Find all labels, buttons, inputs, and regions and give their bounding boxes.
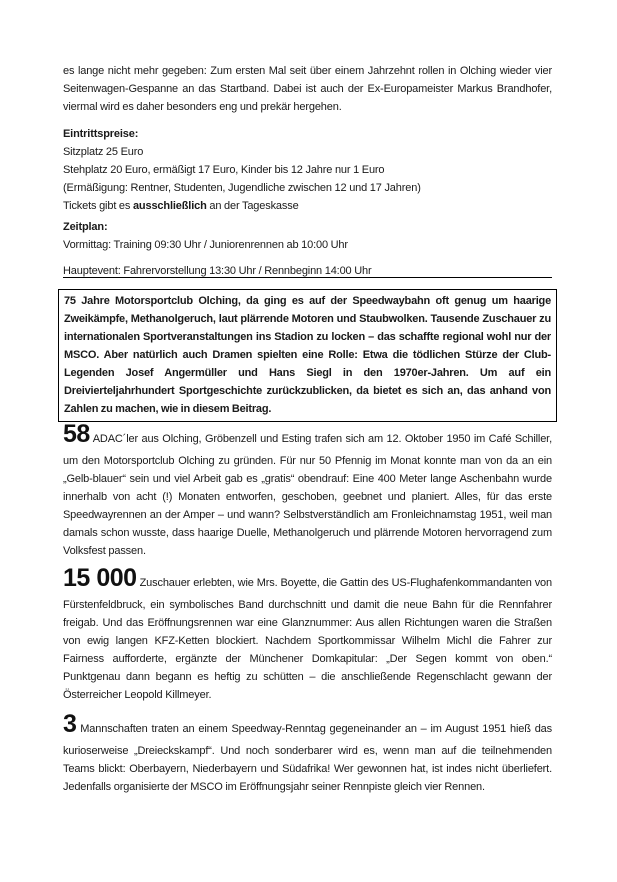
horizontal-rule [63, 277, 552, 278]
fact-first-line [63, 421, 552, 452]
fact-number: 15 000 [63, 564, 137, 592]
tickets-prefix: Tickets gibt es [63, 200, 133, 212]
fact-number: 58 [63, 420, 90, 448]
price-item: Sitzplatz 25 Euro [63, 146, 144, 158]
spacer [63, 254, 552, 262]
fact-body: kurioserweise „Dreieckskampf“. Und noch sonderbarer wird es, wenn man auf die teilnehmenden Teams blickt: Oberbayern, Niederbayern und Südafrika! Wer gewonnen hat, ist indes nicht überliefert. Jedenfalls organisierte der MSCO im Eröffnungsjahr seiner Rennpiste gleich vier Rennen. [63, 745, 552, 793]
schedule-heading: Zeitplan: [63, 221, 108, 233]
fact-first-text: ADAC´ler aus Olching, Gröbenzell und Esting trafen sich am 12. Oktober 1950 im Café Schiller, [92, 433, 552, 445]
intro-paragraph [63, 62, 552, 116]
intro-line: viermal wird es daher besonders eng und prekär hergehen. [63, 101, 342, 113]
prices-section [63, 125, 552, 215]
teaser-box [58, 289, 557, 422]
fact-paragraph [63, 711, 552, 796]
fact-first-text: Zuschauer erlebten, wie Mrs. Boyette, die Gattin des US-Flughafenkommandanten von [139, 577, 552, 589]
fact-first-text: Mannschaften traten an einem Speedway-Renntag gegeneinander an – im August 1951 hieß das [80, 723, 552, 735]
schedule-section [63, 218, 552, 280]
fact-number: 3 [63, 710, 77, 738]
tickets-emphasis: ausschließlich [132, 200, 207, 212]
schedule-morning: Vormittag: Training 09:30 Uhr / Juniorenrennen ab 10:00 Uhr [63, 239, 348, 251]
fact-body: um den Motorsportclub Olching zu gründen. Für nur 50 Pfennig im Monat konnte man von da an ein „Gelb-blauer“ sein und viel Arbeit gab es „gratis“ obendrauf: Eine 400 Meter lange Aschenbahn wurde innerhalb von acht (!) Monaten entworfen, geschoben, geebnet und planiert. Alles, für das erste Speedwayrennen an der Amper – und wann? Selbstverständlich am Fronleichnamstag 1951, weil man damals schon wusste, dass haarige Duelle, Methanolgeruch und plärrende Motoren hervorragend zum Volksfest passen. [63, 455, 552, 557]
teaser-text: 75 Jahre Motorsportclub Olching, da ging es auf der Speedwaybahn oft genug um haarige Zweikämpfe, Methanolgeruch, laut plärrende Motoren und Staubwolken. Tausende Zuschauer zu internationalen Sportveranstaltungen ins Stadion zu locken – das schaffte regional wohl nur der MSCO. Aber natürlich auch Dramen spielten eine Rolle: Etwa die tödlichen Stürze der Club-Legenden Josef Angermüller und Hans Siegl in den 1970er-Jahren. Um auf ein Dreivierteljahrhundert Sportgeschichte zurückzublicken, da bietet es sich an, das anhand von Zahlen zu machen, wie in diesem Beitrag. [64, 295, 551, 415]
intro-line: es lange nicht mehr gegeben: Zum ersten Mal seit über einem Jahrzehnt rollen in Olching wieder vier [63, 65, 552, 77]
fact-body: Fürstenfeldbruck, ein symbolisches Band durchschnitt und damit die neue Bahn für die Rennfahrer freigab. Und das Eröffnungsrennen war eine Glanznummer: Aus allen Richtungen waren die Straßen von ewig langen KFZ-Ketten blockiert. Nachdem Sportkommissar Wilhelm Michl die Fahrer zur Fairness aufforderte, ergänzte der Münchener Domkapitular: „Der Segen kommt von oben.“ Punktgenau dann begann es heftig zu schütten – die anschließende Regenschlacht gewann der Österreicher Leopold Killmeyer. [63, 599, 552, 701]
fact-first-line [63, 565, 552, 596]
prices-heading: Eintrittspreise: [63, 128, 139, 140]
tickets-line [63, 197, 552, 215]
fact-paragraph [63, 565, 552, 704]
price-item: Stehplatz 20 Euro, ermäßigt 17 Euro, Kinder bis 12 Jahre nur 1 Euro [63, 164, 385, 176]
fact-paragraph [63, 421, 552, 560]
intro-line: Seitenwagen-Gespanne an das Startband. Dabei ist auch der Ex-Europameister Markus Brandhofer, [63, 83, 552, 95]
price-item: (Ermäßigung: Rentner, Studenten, Jugendliche zwischen 12 und 17 Jahren) [63, 182, 421, 194]
fact-first-line [63, 711, 552, 742]
tickets-suffix: an der Tageskasse [206, 200, 299, 212]
schedule-main-event: Hauptevent: Fahrervorstellung 13:30 Uhr / Rennbeginn 14:00 Uhr [63, 265, 372, 277]
